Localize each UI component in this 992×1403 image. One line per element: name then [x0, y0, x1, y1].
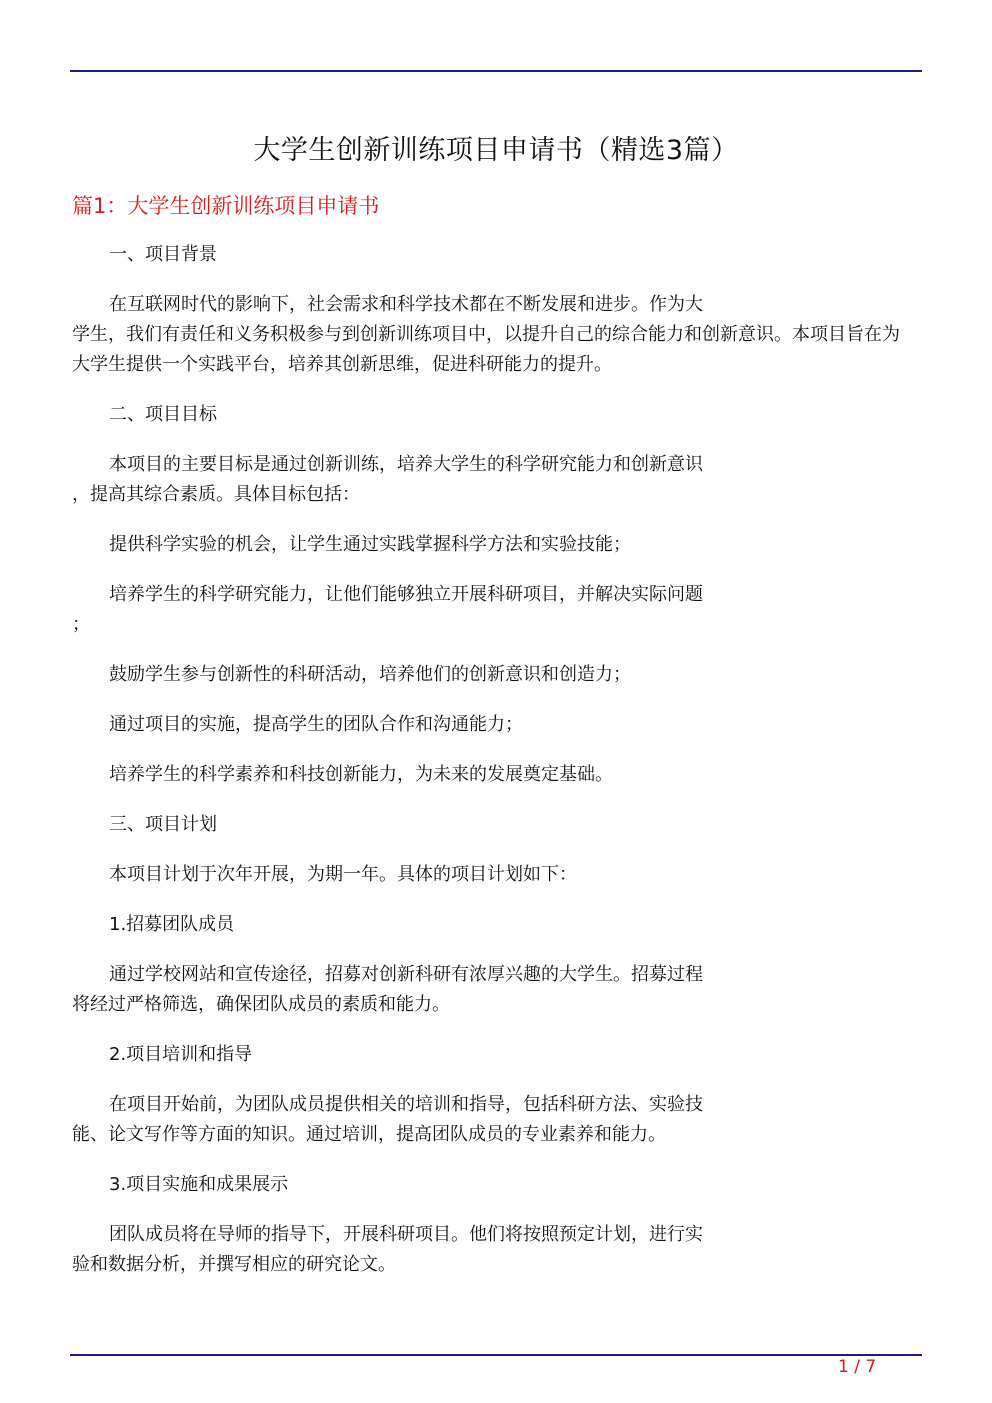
plan-step-text: 团队成员将在导师的指导下，开展科研项目。他们将按照预定计划，进行实 验和数据分析，并撰写相应的研究论文。 — [72, 1224, 703, 1275]
heading-project-background: 一、项目背景 — [109, 244, 217, 265]
goal-item: 通过项目的实施，提高学生的团队合作和沟通能力； — [109, 714, 523, 735]
header-rule — [70, 70, 922, 72]
plan-step-heading: 1.招募团队成员 — [109, 914, 235, 935]
goal-item: 提供科学实验的机会，让学生通过实践掌握科学方法和实验技能； — [109, 534, 631, 555]
paragraph-plan-intro: 本项目计划于次年开展，为期一年。具体的项目计划如下： — [109, 864, 577, 885]
goal-item: 培养学生的科学研究能力，让他们能够独立开展科研项目，并解决实际问题 ； — [72, 584, 703, 635]
section-title: 篇1：大学生创新训练项目申请书 — [72, 194, 380, 218]
goal-item: 鼓励学生参与创新性的科研活动，培养他们的创新意识和创造力； — [109, 664, 631, 685]
footer-rule — [70, 1354, 922, 1356]
heading-project-plan: 三、项目计划 — [109, 814, 217, 835]
page-number: 1 / 7 — [838, 1357, 877, 1377]
plan-step-heading: 2.项目培训和指导 — [109, 1044, 253, 1065]
goal-item: 培养学生的科学素养和科技创新能力，为未来的发展奠定基础。 — [109, 764, 613, 785]
plan-step-heading: 3.项目实施和成果展示 — [109, 1174, 289, 1195]
plan-step-text: 在项目开始前，为团队成员提供相关的培训和指导，包括科研方法、实验技 能、论文写作等方面的知识。通过培训，提高团队成员的专业素养和能力。 — [72, 1094, 703, 1145]
paragraph-background: 在互联网时代的影响下，社会需求和科学技术都在不断发展和进步。作为大 学生，我们有责任和义务积极参与到创新训练项目中，以提升自己的综合能力和创新意识。本项目旨在为大学生提供一个实践平台，培养其创新思维，促进科研能力的提升。 — [72, 294, 900, 375]
plan-step-text: 通过学校网站和宣传途径，招募对创新科研有浓厚兴趣的大学生。招募过程 将经过严格筛选，确保团队成员的素质和能力。 — [72, 964, 703, 1015]
document-title: 大学生创新训练项目申请书（精选3篇） — [253, 135, 739, 166]
document-body — [72, 240, 917, 1300]
paragraph-goals-intro: 本项目的主要目标是通过创新训练，培养大学生的科学研究能力和创新意识 ，提高其综合素质。具体目标包括： — [72, 454, 703, 505]
heading-project-goals: 二、项目目标 — [109, 404, 217, 425]
